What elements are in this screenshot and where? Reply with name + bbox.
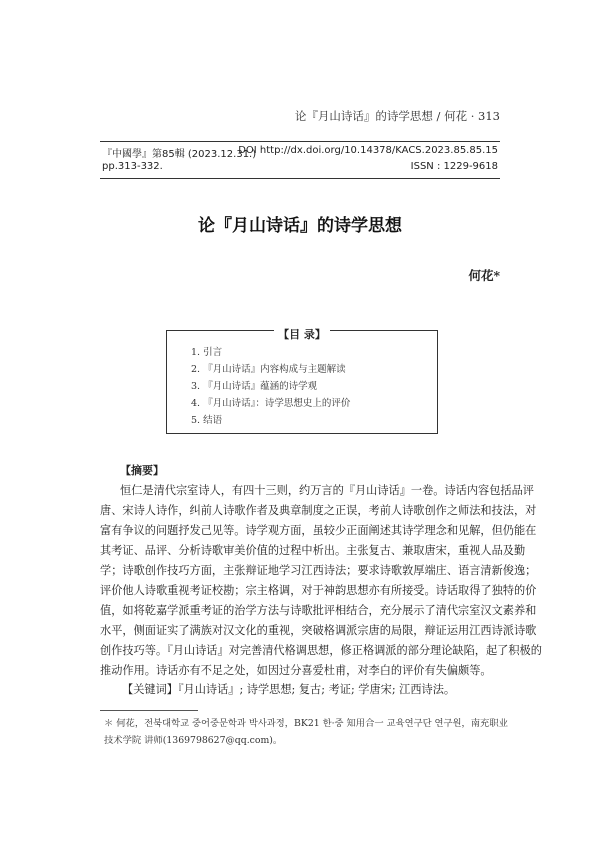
abstract-line: 学；诗歌创作技巧方面，主张辩证地学习江西诗法；要求诗歌敦厚端庄、语言清新俊逸； [100, 564, 537, 577]
author-name: 何花* [468, 268, 500, 283]
footnote-line: ＊ 何花，전북대학교 중어중문학과 박사과정，BK21 한·중 知用合一 교육연구단 연구원，南充职业 [104, 718, 508, 729]
page-range: pp.313-332. [102, 161, 163, 172]
abstract-line: 其考证、品评、分析诗歌审美价值的过程中析出。主张复古、兼取唐宋，重视人品及勤 [100, 544, 526, 557]
journal-citation: 『中國學』第85輯 (2023.12.31.) [102, 149, 257, 160]
abstract-line: 恒仁是清代宗室诗人，有四十三则，约万言的『月山诗话』一卷。诗话内容包括品评 [120, 484, 534, 497]
footnote-line: 技术学院 讲师(1369798627@qq.com)。 [104, 735, 283, 746]
paper-title: 论『月山诗话』的诗学思想 [198, 216, 402, 236]
toc-item: 1. 引言 [191, 347, 223, 358]
citation-block [100, 141, 500, 179]
running-head: 论『月山诗话』的诗学思想 / 何花 · 313 [294, 109, 500, 123]
toc-heading: 【目 录】 [274, 328, 330, 341]
abstract-line: 水平，侧面证实了满族对汉文化的重视，突破格调派宗唐的局限，辩证运用江西诗派诗歌 [100, 624, 537, 637]
abstract-line: 富有争议的问题抒发己见等。诗学观方面，虽较少正面阐述其诗学理念和见解，但仍能在 [100, 524, 537, 537]
toc-item: 4. 『月山诗话』：诗学思想史上的评价 [191, 398, 351, 409]
footnote-divider [100, 710, 198, 711]
keywords: 【关键词】『月山诗话』; 诗学思想; 复古; 考证; 学唐宋; 江西诗法。 [122, 683, 456, 696]
issn: ISSN : 1229-9618 [410, 161, 498, 172]
toc-item: 2. 『月山诗话』内容构成与主题解读 [191, 364, 346, 375]
abstract-line: 推动作用。诗话亦有不足之处，如因过分喜爱杜甫，对李白的评价有失偏颇等。 [100, 664, 492, 677]
toc-item: 3. 『月山诗话』蕴涵的诗学观 [191, 381, 318, 392]
doi-link[interactable]: DOI http://dx.doi.org/10.14378/KACS.2023.85.85.15 [238, 145, 498, 156]
abstract-line: 值，如将乾嘉学派重考证的治学方法与诗歌批评相结合，充分展示了清代宗室汉文素养和 [100, 604, 537, 617]
abstract-heading: 【摘要】 [120, 464, 164, 477]
toc-item: 5. 结语 [191, 415, 223, 426]
abstract-line: 评价他人诗歌重视考证校勘；宗主格调，对于神韵思想亦有所接受。诗话取得了独特的价 [100, 584, 537, 597]
abstract-body [100, 481, 542, 681]
abstract-line: 创作技巧等。『月山诗话』对完善清代格调思想，修正格调派的部分理论缺陷，起了积极的 [100, 644, 542, 657]
table-of-contents [166, 330, 438, 434]
author-footnote [104, 715, 508, 749]
abstract-line: 唐、宋诗人诗作，纠前人诗歌作者及典章制度之正误，考前人诗歌创作之师法和技法，对 [100, 504, 537, 517]
